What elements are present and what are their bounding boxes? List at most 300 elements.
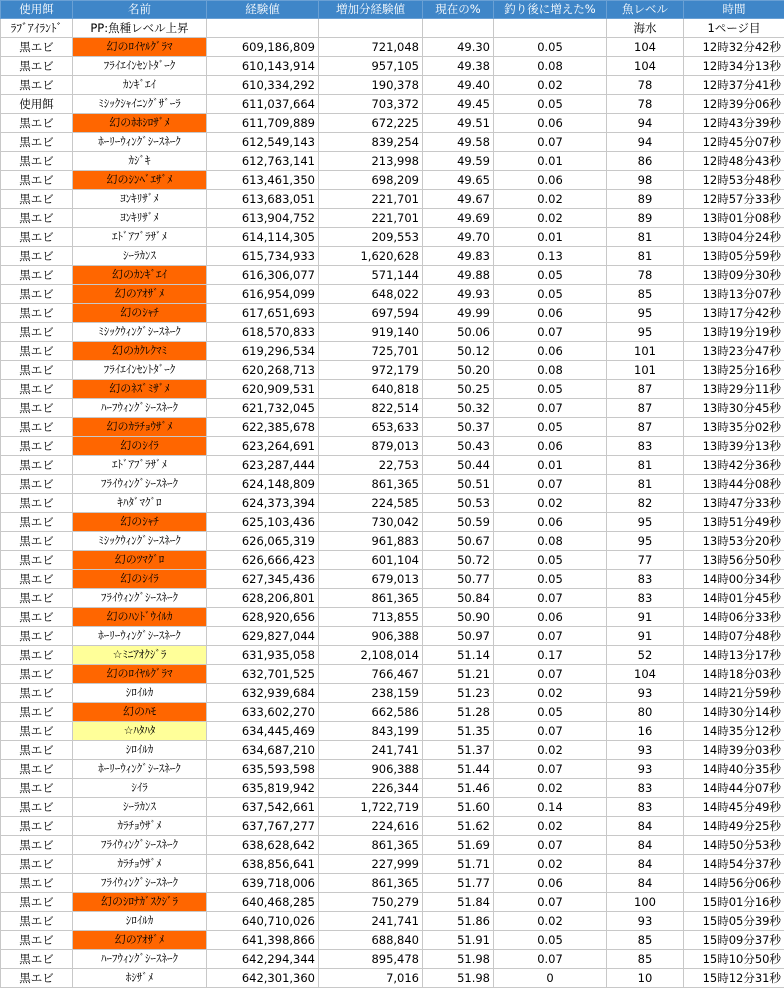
cell-time: 14時13分17秒 [684,646,784,665]
cell-exp: 610,334,292 [207,76,319,95]
cell-inc: 0.05 [494,551,607,570]
cell-time: 15時10分50秒 [684,950,784,969]
cell-inc: 0.05 [494,95,607,114]
cell-time: 12時39分06秒 [684,95,784,114]
cell-pct: 51.98 [423,969,494,988]
cell-exp: 624,373,394 [207,494,319,513]
cell-level: 83 [607,589,684,608]
cell-inc: 0.08 [494,57,607,76]
cell-exp: 611,037,664 [207,95,319,114]
cell-inc: 0.07 [494,133,607,152]
cell-exp: 618,570,833 [207,323,319,342]
cell-inc: 0.08 [494,361,607,380]
cell-pct: 51.69 [423,836,494,855]
cell-pct: 50.20 [423,361,494,380]
cell-gain: 843,199 [319,722,423,741]
cell-bait: 黒エビ [1,817,73,836]
cell-bait: 黒エビ [1,114,73,133]
cell-pct: 49.83 [423,247,494,266]
cell-level: 52 [607,646,684,665]
cell-exp: 625,103,436 [207,513,319,532]
cell-fish-name: 幻のｼｲﾗ [73,437,207,456]
cell-exp: 613,683,051 [207,190,319,209]
cell-gain: 226,344 [319,779,423,798]
cell-pct: 51.23 [423,684,494,703]
cell-exp: 621,732,045 [207,399,319,418]
cell-level: 78 [607,266,684,285]
info-pct [423,19,494,38]
cell-time: 14時01分45秒 [684,589,784,608]
cell-gain: 721,048 [319,38,423,57]
table-row [1,456,784,475]
cell-exp: 639,718,006 [207,874,319,893]
cell-time: 12時32分42秒 [684,38,784,57]
cell-level: 101 [607,361,684,380]
cell-bait: 黒エビ [1,342,73,361]
cell-exp: 622,385,678 [207,418,319,437]
cell-fish-name: ﾌﾗｲｳｨﾝｸﾞｼｰｽﾈｰｸ [73,874,207,893]
cell-level: 100 [607,893,684,912]
cell-level: 77 [607,551,684,570]
cell-fish-name: 幻のｼｬﾁ [73,513,207,532]
cell-level: 80 [607,703,684,722]
cell-inc: 0.05 [494,380,607,399]
cell-time: 13時42分36秒 [684,456,784,475]
cell-exp: 635,819,942 [207,779,319,798]
cell-bait: 黒エビ [1,703,73,722]
cell-pct: 51.21 [423,665,494,684]
table-row [1,950,784,969]
cell-bait: 黒エビ [1,646,73,665]
cell-pct: 50.53 [423,494,494,513]
table-row [1,798,784,817]
cell-gain: 972,179 [319,361,423,380]
cell-gain: 688,840 [319,931,423,950]
cell-exp: 612,549,143 [207,133,319,152]
table-row [1,152,784,171]
cell-time: 13時29分11秒 [684,380,784,399]
cell-time: 13時13分07秒 [684,285,784,304]
cell-time: 14時06分33秒 [684,608,784,627]
cell-bait: 黒エビ [1,171,73,190]
cell-gain: 571,144 [319,266,423,285]
cell-inc: 0.02 [494,190,607,209]
cell-pct: 50.84 [423,589,494,608]
cell-bait: 黒エビ [1,589,73,608]
cell-bait: 黒エビ [1,285,73,304]
cell-pct: 49.93 [423,285,494,304]
table-row [1,893,784,912]
cell-pct: 51.46 [423,779,494,798]
cell-gain: 961,883 [319,532,423,551]
cell-gain: 22,753 [319,456,423,475]
cell-exp: 616,954,099 [207,285,319,304]
cell-pct: 51.60 [423,798,494,817]
info-time: 1ページ目 [684,19,784,38]
cell-exp: 634,445,469 [207,722,319,741]
cell-inc: 0.07 [494,323,607,342]
cell-level: 91 [607,608,684,627]
cell-level: 89 [607,190,684,209]
table-row [1,855,784,874]
cell-level: 95 [607,304,684,323]
cell-inc: 0.02 [494,912,607,931]
cell-fish-name: ﾐｼｯｸｼｬｲﾆﾝｸﾞｻﾞｰﾗ [73,95,207,114]
cell-fish-name: 幻のｱｵｻﾞﾒ [73,285,207,304]
cell-gain: 839,254 [319,133,423,152]
cell-exp: 640,468,285 [207,893,319,912]
cell-level: 87 [607,418,684,437]
cell-time: 13時25分16秒 [684,361,784,380]
cell-gain: 241,741 [319,741,423,760]
cell-fish-name: 幻のｱｵｻﾞﾒ [73,931,207,950]
table-row [1,342,784,361]
cell-pct: 50.44 [423,456,494,475]
cell-time: 13時05分59秒 [684,247,784,266]
cell-fish-name: ｼﾛｲﾙｶ [73,912,207,931]
cell-gain: 713,855 [319,608,423,627]
cell-inc: 0.06 [494,342,607,361]
cell-gain: 662,586 [319,703,423,722]
cell-inc: 0.01 [494,152,607,171]
cell-fish-name: ｼﾛｲﾙｶ [73,741,207,760]
cell-gain: 224,616 [319,817,423,836]
cell-gain: 221,701 [319,190,423,209]
cell-fish-name: 幻のｼｬﾁ [73,304,207,323]
table-row [1,95,784,114]
cell-pct: 49.88 [423,266,494,285]
cell-level: 84 [607,836,684,855]
cell-exp: 620,909,531 [207,380,319,399]
table-row [1,608,784,627]
cell-level: 16 [607,722,684,741]
table-row [1,817,784,836]
cell-exp: 634,687,210 [207,741,319,760]
cell-time: 15時01分16秒 [684,893,784,912]
cell-level: 87 [607,399,684,418]
table-row [1,171,784,190]
cell-time: 14時39分03秒 [684,741,784,760]
cell-fish-name: 幻のｼﾛﾅｶﾞｽｸｼﾞﾗ [73,893,207,912]
cell-bait: 黒エビ [1,912,73,931]
cell-time: 15時05分39秒 [684,912,784,931]
cell-inc: 0.05 [494,266,607,285]
cell-level: 94 [607,133,684,152]
cell-time: 15時09分37秒 [684,931,784,950]
cell-level: 10 [607,969,684,988]
cell-fish-name: ｴﾄﾞｱﾌﾞﾗｻﾞﾒ [73,228,207,247]
cell-inc: 0.02 [494,76,607,95]
cell-exp: 626,065,319 [207,532,319,551]
cell-inc: 0.07 [494,627,607,646]
cell-fish-name: 幻のｶｸﾚｸﾏﾐ [73,342,207,361]
cell-inc: 0.01 [494,228,607,247]
cell-time: 14時40分35秒 [684,760,784,779]
cell-inc: 0.07 [494,760,607,779]
info-level: 海水 [607,19,684,38]
cell-bait: 黒エビ [1,798,73,817]
cell-gain: 238,159 [319,684,423,703]
cell-gain: 822,514 [319,399,423,418]
cell-pct: 50.97 [423,627,494,646]
cell-pct: 51.14 [423,646,494,665]
cell-pct: 50.90 [423,608,494,627]
table-row [1,779,784,798]
cell-level: 95 [607,532,684,551]
cell-pct: 50.06 [423,323,494,342]
cell-time: 13時23分47秒 [684,342,784,361]
cell-time: 14時54分37秒 [684,855,784,874]
cell-bait: 黒エビ [1,361,73,380]
cell-exp: 637,542,661 [207,798,319,817]
cell-bait: 黒エビ [1,152,73,171]
cell-inc: 0.07 [494,893,607,912]
cell-fish-name: 幻のﾂﾏｸﾞﾛ [73,551,207,570]
cell-time: 14時45分49秒 [684,798,784,817]
cell-exp: 615,734,933 [207,247,319,266]
cell-time: 13時47分33秒 [684,494,784,513]
cell-inc: 0.05 [494,570,607,589]
cell-pct: 49.59 [423,152,494,171]
cell-bait: 黒エビ [1,38,73,57]
cell-exp: 642,294,344 [207,950,319,969]
cell-exp: 638,856,641 [207,855,319,874]
table-row [1,57,784,76]
cell-bait: 黒エビ [1,494,73,513]
cell-level: 81 [607,247,684,266]
table-row [1,589,784,608]
cell-bait: 黒エビ [1,874,73,893]
cell-gain: 957,105 [319,57,423,76]
cell-time: 13時30分45秒 [684,399,784,418]
cell-fish-name: ☆ﾐﾆｱｵｸｼﾞﾗ [73,646,207,665]
table-row [1,665,784,684]
cell-fish-name: 幻のｼﾝﾍﾞｴｻﾞﾒ [73,171,207,190]
cell-time: 14時00分34秒 [684,570,784,589]
cell-bait: 黒エビ [1,380,73,399]
cell-inc: 0.02 [494,855,607,874]
cell-level: 85 [607,931,684,950]
cell-gain: 861,365 [319,874,423,893]
cell-exp: 629,827,044 [207,627,319,646]
table-row [1,684,784,703]
cell-fish-name: ☆ﾊﾀﾊﾀ [73,722,207,741]
cell-fish-name: ﾌﾗｲｳｨﾝｸﾞｼｰｽﾈｰｸ [73,836,207,855]
cell-time: 15時12分31秒 [684,969,784,988]
cell-gain: 221,701 [319,209,423,228]
cell-bait: 黒エビ [1,228,73,247]
cell-time: 13時19分19秒 [684,323,784,342]
cell-time: 14時49分25秒 [684,817,784,836]
cell-time: 14時56分06秒 [684,874,784,893]
cell-gain: 2,108,014 [319,646,423,665]
cell-level: 78 [607,76,684,95]
cell-time: 12時37分41秒 [684,76,784,95]
cell-bait: 黒エビ [1,133,73,152]
cell-fish-name: ﾖﾝｷﾘｻﾞﾒ [73,209,207,228]
cell-pct: 50.25 [423,380,494,399]
cell-fish-name: ﾎｰﾘｰｳｨﾝｸﾞｼｰｽﾈｰｸ [73,133,207,152]
cell-level: 87 [607,380,684,399]
cell-pct: 49.58 [423,133,494,152]
cell-bait: 黒エビ [1,608,73,627]
cell-level: 93 [607,912,684,931]
cell-pct: 51.86 [423,912,494,931]
cell-pct: 50.37 [423,418,494,437]
cell-fish-name: ﾎｰﾘｰｳｨﾝｸﾞｼｰｽﾈｰｸ [73,760,207,779]
cell-fish-name: ｶﾗﾁｮｳｻﾞﾒ [73,817,207,836]
cell-fish-name: ﾊｰﾌｳｨﾝｸﾞｼｰｽﾈｰｸ [73,399,207,418]
cell-time: 12時53分48秒 [684,171,784,190]
cell-exp: 614,114,305 [207,228,319,247]
cell-fish-name: ﾎｰﾘｰｳｨﾝｸﾞｼｰｽﾈｰｸ [73,627,207,646]
cell-time: 12時43分39秒 [684,114,784,133]
cell-fish-name: ｼｲﾗ [73,779,207,798]
cell-exp: 617,651,693 [207,304,319,323]
cell-gain: 861,365 [319,475,423,494]
cell-fish-name: ﾊｰﾌｳｨﾝｸﾞｼｰｽﾈｰｸ [73,950,207,969]
table-row [1,741,784,760]
cell-gain: 209,553 [319,228,423,247]
cell-fish-name: ｼﾛｲﾙｶ [73,684,207,703]
cell-inc: 0.17 [494,646,607,665]
cell-inc: 0.07 [494,950,607,969]
cell-inc: 0.02 [494,494,607,513]
cell-gain: 241,741 [319,912,423,931]
cell-level: 104 [607,57,684,76]
cell-bait: 黒エビ [1,950,73,969]
cell-level: 95 [607,513,684,532]
table-row [1,38,784,57]
cell-inc: 0.14 [494,798,607,817]
table-row [1,551,784,570]
cell-pct: 51.44 [423,760,494,779]
cell-inc: 0.07 [494,665,607,684]
cell-inc: 0.07 [494,399,607,418]
cell-bait: 黒エビ [1,76,73,95]
cell-gain: 190,378 [319,76,423,95]
cell-pct: 49.99 [423,304,494,323]
table-row [1,475,784,494]
cell-fish-name: ｷﾊﾀﾞﾏｸﾞﾛ [73,494,207,513]
cell-inc: 0.06 [494,114,607,133]
cell-exp: 626,666,423 [207,551,319,570]
cell-inc: 0.05 [494,931,607,950]
cell-exp: 610,143,914 [207,57,319,76]
table-row [1,285,784,304]
cell-exp: 628,920,656 [207,608,319,627]
cell-time: 13時51分49秒 [684,513,784,532]
table-row [1,380,784,399]
cell-bait: 黒エビ [1,266,73,285]
cell-pct: 49.67 [423,190,494,209]
table-row [1,912,784,931]
cell-bait: 黒エビ [1,418,73,437]
table-row [1,247,784,266]
info-bait: ﾗﾌﾞｱｲﾗﾝﾄﾞ [1,19,73,38]
cell-gain: 1,620,628 [319,247,423,266]
table-row [1,437,784,456]
cell-time: 13時53分20秒 [684,532,784,551]
cell-inc: 0 [494,969,607,988]
cell-level: 98 [607,171,684,190]
cell-level: 104 [607,665,684,684]
cell-inc: 0.02 [494,817,607,836]
cell-pct: 49.65 [423,171,494,190]
cell-bait: 黒エビ [1,665,73,684]
header-time: 時間 [684,1,784,19]
cell-bait: 黒エビ [1,475,73,494]
cell-bait: 黒エビ [1,532,73,551]
cell-time: 13時56分50秒 [684,551,784,570]
cell-inc: 0.06 [494,608,607,627]
cell-fish-name: 幻のｼｲﾗ [73,570,207,589]
info-exp [207,19,319,38]
cell-gain: 703,372 [319,95,423,114]
cell-level: 81 [607,475,684,494]
cell-fish-name: ﾌﾗｲｴｲﾝｾﾝﾄﾀﾞｰｸ [73,57,207,76]
cell-level: 84 [607,855,684,874]
cell-fish-name: ｼｰﾗｶﾝｽ [73,247,207,266]
table-row [1,266,784,285]
cell-exp: 627,345,436 [207,570,319,589]
table-row [1,703,784,722]
cell-time: 12時45分07秒 [684,133,784,152]
cell-fish-name: ｶﾝｷﾞｴｲ [73,76,207,95]
cell-level: 84 [607,817,684,836]
table-row [1,209,784,228]
cell-time: 13時17分42秒 [684,304,784,323]
cell-time: 14時30分14秒 [684,703,784,722]
cell-gain: 672,225 [319,114,423,133]
cell-gain: 601,104 [319,551,423,570]
cell-exp: 638,628,642 [207,836,319,855]
cell-fish-name: ｶﾗﾁｮｳｻﾞﾒ [73,855,207,874]
cell-time: 13時35分02秒 [684,418,784,437]
cell-bait: 黒エビ [1,247,73,266]
cell-exp: 619,296,534 [207,342,319,361]
cell-exp: 613,461,350 [207,171,319,190]
cell-gain: 224,585 [319,494,423,513]
cell-exp: 640,710,026 [207,912,319,931]
cell-inc: 0.02 [494,684,607,703]
table-row [1,570,784,589]
cell-fish-name: 幻のﾛｲﾔﾙｸﾞﾗﾏ [73,38,207,57]
cell-fish-name: 幻のﾛｲﾔﾙｸﾞﾗﾏ [73,665,207,684]
cell-fish-name: 幻のﾈｽﾞﾐｻﾞﾒ [73,380,207,399]
cell-exp: 623,264,691 [207,437,319,456]
cell-pct: 51.35 [423,722,494,741]
cell-level: 81 [607,456,684,475]
cell-inc: 0.07 [494,589,607,608]
cell-level: 93 [607,741,684,760]
cell-bait: 黒エビ [1,836,73,855]
cell-inc: 0.13 [494,247,607,266]
cell-bait: 黒エビ [1,456,73,475]
table-row [1,931,784,950]
cell-bait: 黒エビ [1,551,73,570]
table-row [1,836,784,855]
cell-fish-name: ｴﾄﾞｱﾌﾞﾗｻﾞﾒ [73,456,207,475]
table-row [1,361,784,380]
cell-level: 83 [607,570,684,589]
header-name: 名前 [73,1,207,19]
cell-bait: 黒エビ [1,969,73,988]
cell-inc: 0.08 [494,532,607,551]
cell-exp: 613,904,752 [207,209,319,228]
cell-inc: 0.05 [494,703,607,722]
cell-inc: 0.02 [494,741,607,760]
